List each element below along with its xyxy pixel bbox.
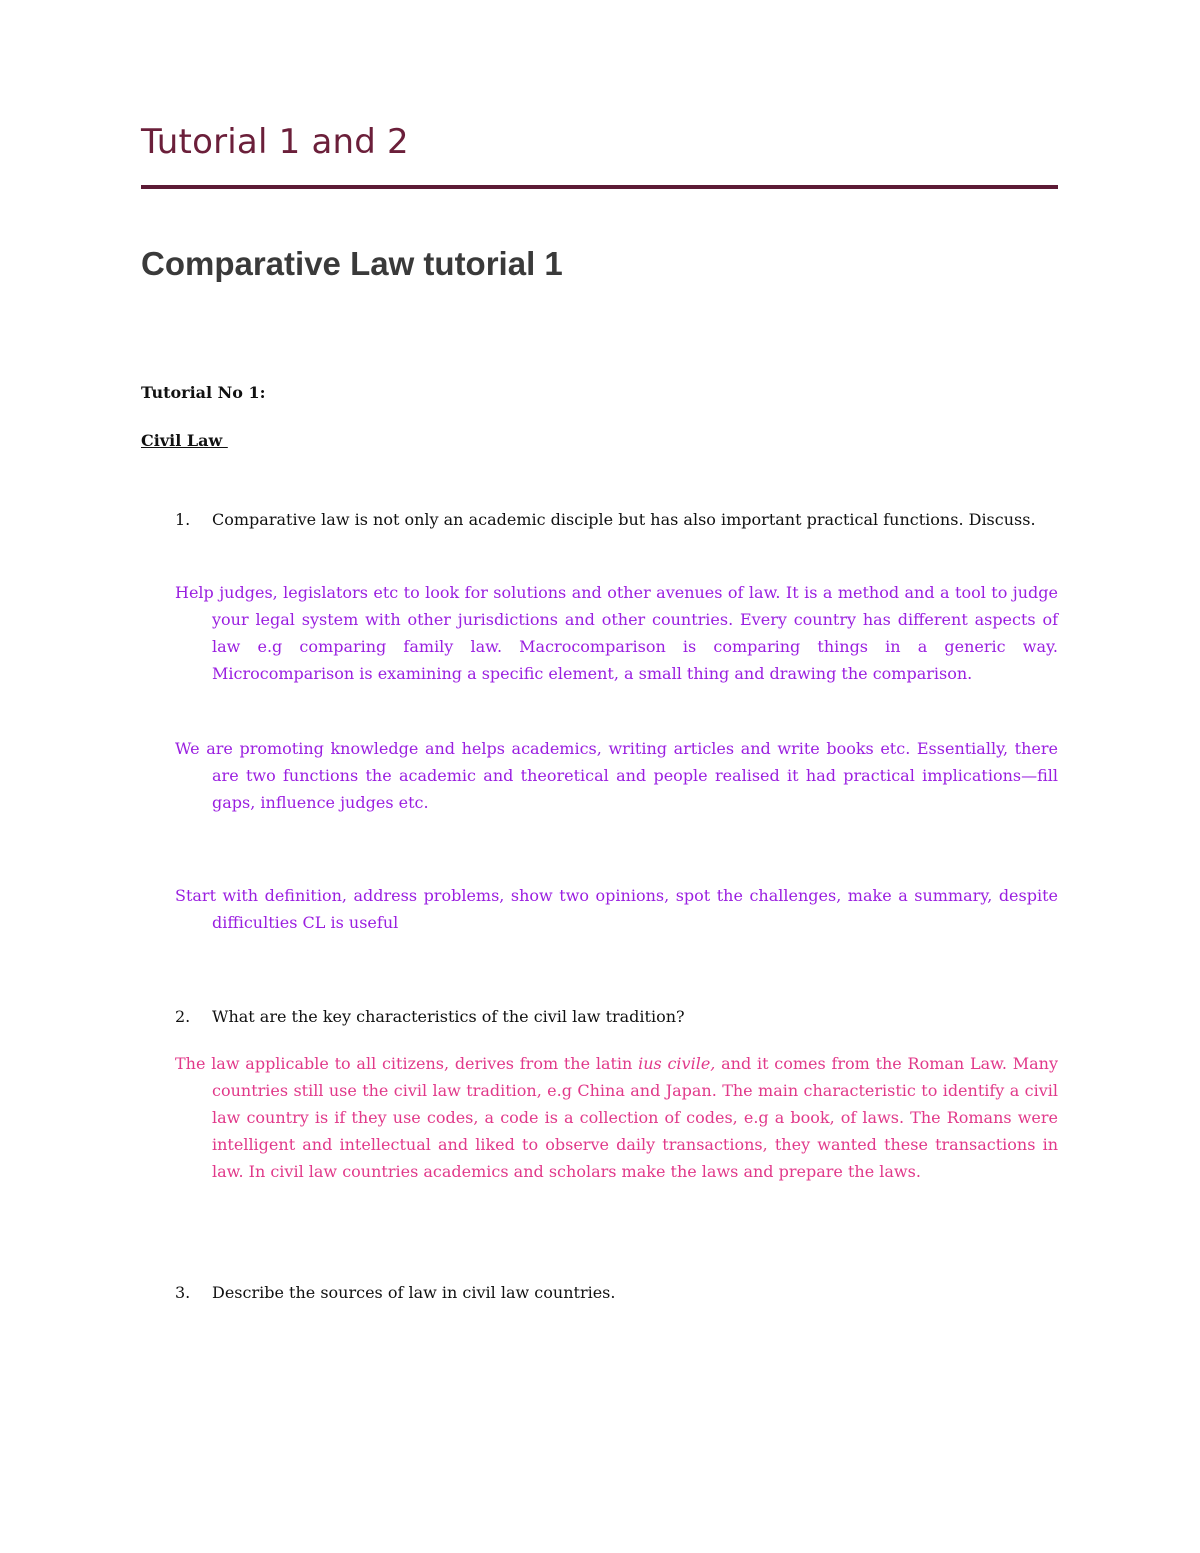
tutorial-number-label: Tutorial No 1: bbox=[141, 383, 266, 402]
question-text: Comparative law is not only an academic disciple but has also important practical functions. Discuss. bbox=[212, 510, 1036, 529]
question-3 bbox=[175, 1279, 1058, 1306]
answer-1-paragraph-3: Start with definition, address problems, show two opinions, spot the challenges, make a summary, despite difficulties CL is useful bbox=[175, 886, 1058, 932]
question-1 bbox=[175, 506, 1058, 533]
question-2 bbox=[175, 1003, 1058, 1030]
section-heading: Civil Law bbox=[141, 431, 228, 450]
answer-2-text-end: and it comes from the Roman Law. Many countries still use the civil law tradition, e.g China and Japan. The main characteristic to identify a civil law country is if they use codes, a code is a collection of codes, e.g a book, of laws. The Romans were intelligent and intellectual and liked to observe daily transactions, they wanted these transactions in law. In civil law countries academics and scholars make the laws and prepare the laws. bbox=[212, 1054, 1059, 1181]
answer-1-paragraph-1: Help judges, legislators etc to look for solutions and other avenues of law. It is a method and a tool to judge your legal system with other jurisdictions and other countries. Every country has different aspects of law e.g comparing family law. Macrocomparison is comparing things in a generic way. Microcomparison is examining a specific element, a small thing and drawing the comparison. bbox=[175, 583, 1058, 683]
answer-1-paragraph-2: We are promoting knowledge and helps academics, writing articles and write books etc. Essentially, there are two functions the academic and theoretical and people realised it had practical implications—fill gaps, influence judges etc. bbox=[175, 739, 1058, 812]
question-text: What are the key characteristics of the civil law tradition? bbox=[212, 1007, 685, 1026]
document-title: Tutorial 1 and 2 bbox=[141, 122, 409, 162]
question-number: 1. bbox=[175, 510, 191, 529]
document-subtitle: Comparative Law tutorial 1 bbox=[141, 245, 563, 282]
question-number: 2. bbox=[175, 1007, 191, 1026]
answer-2-paragraph bbox=[175, 1050, 1058, 1185]
title-divider bbox=[141, 185, 1058, 189]
question-text: Describe the sources of law in civil law countries. bbox=[212, 1283, 616, 1302]
question-number: 3. bbox=[175, 1283, 191, 1302]
answer-2-text-start: The law applicable to all citizens, derives from the latin bbox=[175, 1054, 639, 1073]
latin-term: ius civile, bbox=[638, 1054, 716, 1073]
